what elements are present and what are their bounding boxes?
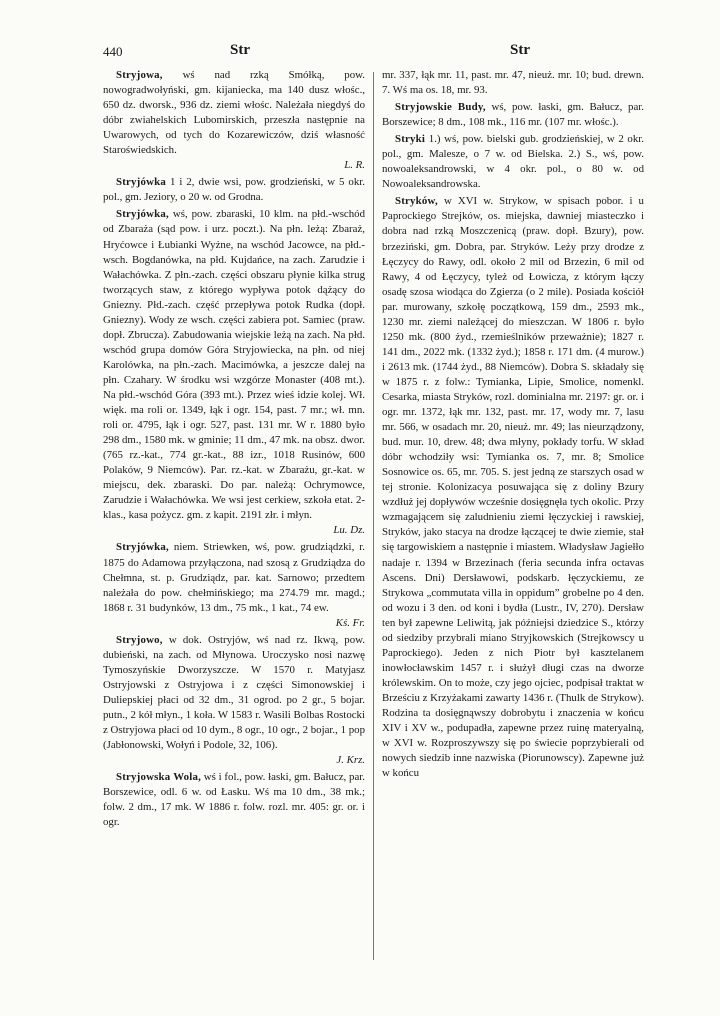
entry-stryjowskie-budy (382, 100, 644, 130)
entry-text: mr. 337, łąk mr. 11, past. mr. 47, nieuż. mr. 10; bud. drewn. 7. Wś ma os. 18, mr. 93. (382, 69, 644, 97)
entry-headword: Stryjówka, (116, 208, 169, 221)
entry-signature: L. R. (344, 159, 365, 172)
page-header (0, 38, 720, 62)
entry-text: wś, pow. łaski, gm. Bałucz, par. Borszewice; 8 dm., 108 mk., 116 mr. (107 mr. włośc.). (382, 101, 644, 129)
entry-headword: Stryjowska Wola, (116, 771, 202, 784)
entry-signature: Lu. Dz. (333, 524, 365, 537)
entry-text: wś i fol., pow. łaski, gm. Bałucz, par. Borszewice, odl. 6 w. od Łasku. Wś ma 10 dm., 38 mk.; folw. 2 dm., 17 mk. W 1886 r. folw. rozl. mr. 405: gr. or. i ogr. (103, 771, 365, 829)
running-head-right: Str (510, 42, 530, 58)
entry-continuation (382, 68, 644, 98)
entry-stryki (382, 132, 644, 192)
entry-headword: Stryki (395, 133, 426, 146)
entry-headword: Stryjowa, (116, 69, 163, 81)
entry-text: niem. Striewken, wś, pow. grudziądzki, r. 1875 do Adamowa przyłączona, nad szosą z Grudziądza do Chełmna, st. p. Grudziądz, par. kat. Sarnowo; przedtem należała do pow. chełmińskiego; ma 274.79 mr. magd.; 1868 r. 31 budynków, 13 dm., 75 mk., 1 kat., 74 ew. (103, 541, 365, 614)
entry-signature: Kś. Fr. (335, 616, 365, 629)
running-head-left: Str (230, 42, 250, 58)
entry-stryjowka-grudziadz (103, 540, 365, 630)
entry-signature: J. Krz. (336, 754, 365, 767)
entry-stryjowka-zbaraz (103, 207, 365, 538)
entry-stryjowo (103, 633, 365, 768)
entry-headword: Stryjowskie Budy, (395, 101, 486, 114)
entry-text: 1 i 2, dwie wsi, pow. grodzieński, w 5 okr. pol., gm. Jeziory, o 20 w. od Grodna. (103, 176, 365, 204)
entry-text: w dok. Ostryjów, wś nad rz. Ikwą, pow. dubieński, na zach. od Młynowa. Uroczysko nosi nazwę Tymoszyńskie Dworzyszcze. W 1570 r. Matyjasz Ostryjowski z Ostryjowa i z części Simonowskiej i Duliepskiej płaci od 32 dm., 31 ogrod. po 2 gr., 5 bojar. putn., 2 kół młyn., 1 koła. W 1583 r. Wasili Bolbas Rostocki z Ostryjowa płaci od 10 dym., 8 ogr., 10 ogr., 2 bojar., 1 pop (Jabłonowski, Wołyń i Podole, 32, 106). (103, 633, 365, 752)
page-number: 440 (103, 44, 123, 59)
entry-strykow (382, 194, 644, 781)
entry-stryjowa (103, 68, 365, 173)
right-column (382, 68, 644, 783)
entry-text: wś nad rzką Smółką, pow. nowogradwołyński, gm. kijaniecka, ma 140 dusz włośc., 650 dz. dworsk., 936 dz. ziemi włośc. Należała niegdyś do dóbr zwiahelskich Lubomirskich, przeszła następnie na Uwarowych, od tych do Kozarewiczów, dziś własność Staroświedskich. (103, 69, 365, 157)
entry-text: w XVI w. Strykow, w spisach pobor. i u Paprockiego Strejków, os. miejska, dawniej miasteczko i dobra nad rzką Moszczenicą (praw. dopł. Bzury), pow. brzeziński, gm. Dobra, par. Stryków. Leży przy drodze z Łęczycy do Rawy, odl. około 2 mil od Brzezin, 6 mil od Rawy, 4 od Łęczycy, tyleż od Łowicza, z którym łączy osadę szosa wiodąca do Zgierza (o 2 mile). Posiada kościół par. murowany, szkołę początkową, 159 dm., 2593 mk., 1230 mr. ziemi należącej do mieszczan. W 1806 r. było 1250 mk. (800 żyd., rzemieślników przeważnie); 1827 r. 141 dm., 2022 mk. (1332 żyd.); 1858 r. 171 dm. (4 murow.) i 2613 mk. (1744 żyd., 88 Niemców). Dobra S. składały się w 1875 r. z folw.: Tymianka, Lipie, Smolice, nomenkl. Cesarka, miasta Stryków, rozl. dominialna mr. 2197: gr. or. i ogr. mr. 1372, łąk mr. 132, past. mr. 17, wody mr. 7, lasu mr. 566, w osadach mr. 20, nieuż. mr. 49; las nieurządzony, bud. mur. 10, drew. 48; dwa młyny, pokłady torfu. W skład dóbr wchodziły wsi: Tymianka os. 7, mr. 8; Smolice Sosnowice os. 65, mr. 705. S. jest jedną ze starszych osad w tej stronie. Kolonizacya posuwająca się z doliny Bzury wzdłuż jej dopływów wcześnie dosięgnęła tych okolic. Przy wzmagającem się zaludnieniu ziemi łęczyckiej i rawskiej, Stryków, jako stacya na drodze łączącej te dwie ziemie, stał się targowiskiem a następnie i miastem. Władysław Jagiełło nadaje r. 1394 w Brzezinach (feria secunda infra octavas Ascens. Dni) Dersławowi, podskarb. łęczyckiemu, ze Strykowa „commutata villa in oppidum” grobelne po 4 den. od wozu i 3 den. od koni i bydła (Lustr., IV, 270). Dersław ten był zapewne Leliwitą, jak późniejsi dziedzice S., którzy od siedziby przybrali miano Stryjkowskich (Strejkowscy u Paprockiego). Jeden z nich Piotr był kasztelanem inowłocławskim 1457 r. i służył długi czas na dworze królewskim. On to może, czy jego ojciec, podpisał traktat w Brześciu z Krzyżakami zawarty 1436 r. (Thulk de Strykow). Rodzina ta dosięgnąwszy dobrobytu i znaczenia w końcu XIV i XV w., podupadła, zapewne przez ruinę materyalną, w XVI w. Rozproszywszy się po świecie poprzybierali od nowych siedzib inne nazwiska (Piorunowscy). Zapewne już w końcu (382, 195, 644, 780)
entry-headword: Stryków, (395, 195, 438, 208)
column-divider (373, 72, 374, 960)
entry-text: 1.) wś, pow. bielski gub. grodzieńskiej, w 2 okr. pol., gm. Malesze, o 7 w. od Bielska. 2.) S., wś, pow. nowoaleksandrowski, w 4 okr. pol., o 80 w. od Nowoaleksandrowska. (382, 133, 644, 191)
entry-stryjowka-grodno (103, 175, 365, 205)
left-column (103, 68, 365, 832)
entry-headword: Stryjowo, (116, 633, 163, 646)
entry-headword: Stryjówka, (116, 541, 169, 554)
entry-text: wś, pow. zbaraski, 10 klm. na płd.-wschód od Zbaraża (sąd pow. i urz. poczt.). Na płn. leżą: Zbaraż, Hryćowce i Łubianki Wyżne, na wschód Jacowce, na płd.-wsch. Bogdanówka, na płd. Kujdańce, na zach. Zarudzie i Wałachówka. Z płn.-zach. części obszaru płynie kilka strug tworzących staw, z którego wypływa potok dążący do Gniezny. Płd.-zach. część przepływa potok Rudka (dopł. Gniezny). Wody ze wsch. części zabiera pot. Samiec (praw. dopł. Zbrucza). Zabudowania wiejskie leżą na zach. Na płd. wschód grupa domów Góra Stryjowiecka, na płn. od niej Karolówka, na płn.-zach. Macimówka, a jeszcze dalej na płn. Czahary. W środku wsi wzgórze Monaster (408 mt.). Na płd.-wschód Góra (393 mt.). Przez wieś idzie kolej. Wł. więk. ma roli or. 1349, łąk i ogr. 154, past. 7 mr.; wł. mn. roli or. 4795, łąk i ogr. 527, past. 131 mr. W r. 1880 było 298 dm., 1580 mk. w gminie; 11 dm., 47 mk. na obsz. dwor. (765 rz.-kat., 774 gr.-kat., 88 izr., 1018 Rusinów, 600 Polaków, 9 Niemców). Par. rz.-kat. w Zbarażu, gr.-kat. w miejscu, dek. zbaraski. Do par. należą: Ochrymowce, Zarudzie i Wałachówka. We wsi jest cerkiew, szkoła etat. 2-klas., kasa pożycz. gm. z kapit. 2191 złr. i młyn. (103, 208, 365, 522)
entry-headword: Stryjówka (116, 176, 166, 189)
entry-stryjowska-wola (103, 770, 365, 830)
